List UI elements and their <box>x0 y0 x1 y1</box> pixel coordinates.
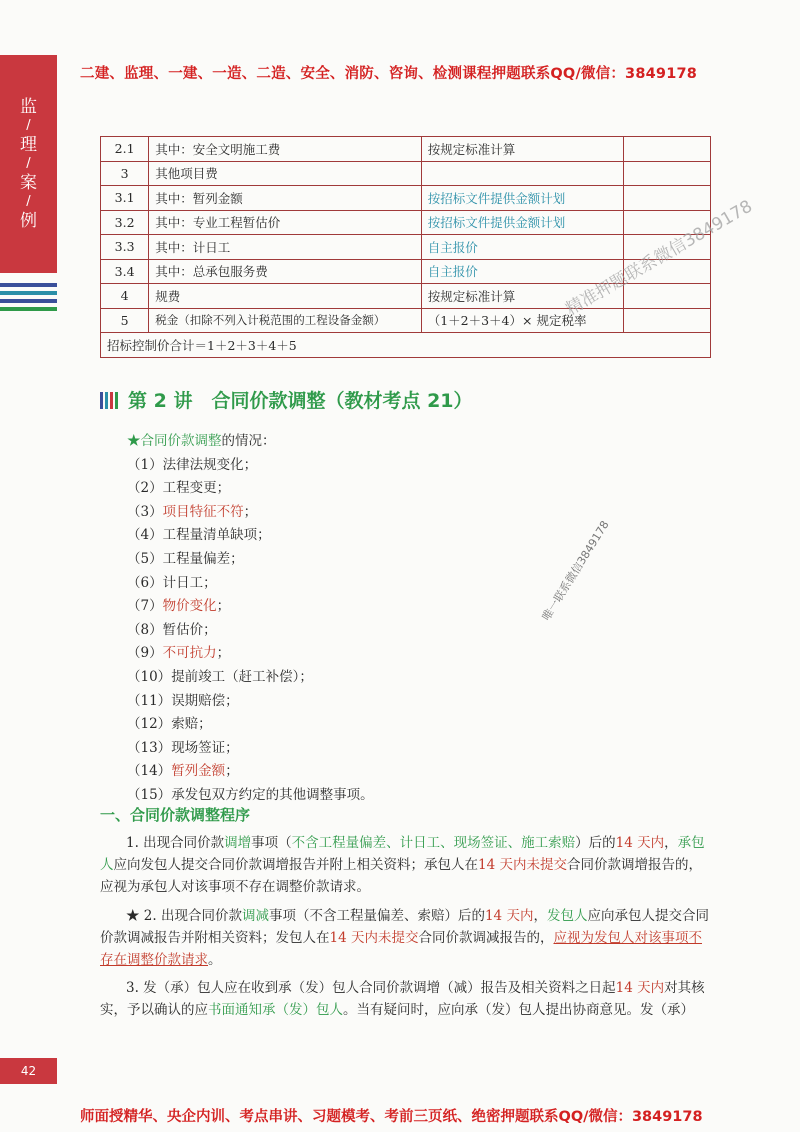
watermark: 精准押题联系微信3849178 <box>562 196 756 320</box>
table-cell: 2.1 <box>101 137 149 162</box>
table-cell <box>421 161 623 186</box>
item-text: 计日工； <box>162 574 217 591</box>
list-item <box>127 477 374 501</box>
text-run: 应向承包人提交合同价款调减报告并附相关资料；发包人在 <box>100 908 709 946</box>
table-cell <box>623 161 710 186</box>
text-run: ， <box>664 835 678 851</box>
item-text: 承发包双方约定的其他调整事项。 <box>171 786 374 803</box>
item-number: （4） <box>127 527 163 544</box>
text-run: 。当有疑问时，应向承（发）包人提出协商意见。发（承） <box>343 1002 694 1018</box>
item-number: （6） <box>127 574 163 591</box>
tab-char: 例 <box>20 211 37 231</box>
tab-char: 监 <box>20 97 37 117</box>
table-cell: 5 <box>101 308 149 333</box>
table-cell: 按招标文件提供金额计划 <box>421 210 623 235</box>
item-text: 暂估价； <box>162 621 217 638</box>
item-text: ； <box>216 598 231 615</box>
table-cell: 自主报价 <box>421 259 623 284</box>
heading-bars-icon <box>100 390 120 409</box>
item-text: 工程量清单缺项； <box>162 527 271 544</box>
table-cell: 其中：专业工程暂估价 <box>149 210 422 235</box>
table-row <box>101 308 711 333</box>
table-cell: 4 <box>101 284 149 309</box>
table-cell <box>623 186 710 211</box>
list-item <box>127 524 374 548</box>
highlight-run: 发包人 <box>546 908 588 924</box>
item-number: （9） <box>127 645 163 662</box>
procedure-heading: 一、合同价款调整程序 <box>100 806 251 824</box>
tab-char: 案 <box>20 173 37 193</box>
paragraph-2 <box>100 905 710 971</box>
paragraph-1 <box>100 832 710 898</box>
item-highlight: 不可抗力 <box>162 645 217 662</box>
item-highlight: 项目特征不符 <box>162 503 244 520</box>
text-run: 合同价款调增报告的，应视为承包人对该事项不存在调整价款请求。 <box>100 857 702 895</box>
table-cell: 3.3 <box>101 235 149 260</box>
item-number: （10） <box>127 668 172 685</box>
lecture-title: 第 2 讲 合同价款调整（教材考点 21） <box>128 390 473 412</box>
item-number: （12） <box>127 716 172 733</box>
item-text: 索赔； <box>171 716 212 733</box>
text-run: ， <box>533 908 547 924</box>
item-text: 工程变更； <box>162 480 231 497</box>
list-intro <box>127 430 374 454</box>
intro-text: 的情况： <box>221 433 276 449</box>
highlight-run: 承包人 <box>100 835 705 873</box>
item-text: ； <box>225 763 239 780</box>
text-run: 。 <box>208 952 222 968</box>
table-row <box>101 235 711 260</box>
list-item <box>127 548 374 572</box>
bottom-banner: 师面授精华、央企内训、考点串讲、习题模考、考前三页纸、绝密押题联系QQ/微信：3849178 <box>80 1109 703 1125</box>
list-item <box>127 690 374 714</box>
highlight-run: 14 天内 <box>484 908 534 924</box>
stripe <box>0 291 57 295</box>
text-run: 应向发包人提交合同价款调增报告并附上相关资料；承包人在 <box>113 857 478 873</box>
text-run: 1. 出现合同价款 <box>126 835 225 851</box>
list-item <box>127 501 374 525</box>
table-cell: 自主报价 <box>421 235 623 260</box>
tab-separator: / <box>26 156 31 171</box>
paragraph-3 <box>100 977 710 1021</box>
text-run: 事项（不含工程量偏差、索赔）后的 <box>268 908 485 924</box>
item-number: （11） <box>127 692 172 709</box>
table-cell: 3.1 <box>101 186 149 211</box>
item-text: 工程量偏差； <box>162 550 244 567</box>
tab-separator: / <box>26 194 31 209</box>
stripe <box>0 299 57 303</box>
list-item <box>127 737 374 761</box>
item-number: （8） <box>127 621 163 638</box>
item-number: （2） <box>127 480 163 497</box>
table-cell: 其他项目费 <box>149 161 422 186</box>
decorative-stripes <box>0 283 57 315</box>
highlight-run: 不含工程量偏差、计日工、现场签证、施工索赔 <box>291 835 576 851</box>
item-number: （3） <box>127 503 163 520</box>
page-number: 42 <box>0 1058 57 1084</box>
highlight-run: 应视为发包人对该事项不存在调整价款请求 <box>100 930 702 968</box>
table-cell: 按招标文件提供金额计划 <box>421 186 623 211</box>
list-item <box>127 713 374 737</box>
table-row <box>101 210 711 235</box>
top-banner: 二建、监理、一建、一造、二造、安全、消防、咨询、检测课程押题联系QQ/微信：3849178 <box>80 66 698 82</box>
item-number: （15） <box>127 786 172 803</box>
highlight-run: 调减 <box>241 908 269 924</box>
stripe <box>0 283 57 287</box>
list-item <box>127 572 374 596</box>
highlight-run: 书面通知承（发）包人 <box>208 1002 343 1018</box>
list-item <box>127 619 374 643</box>
list-item <box>127 666 374 690</box>
table-cell: 按规定标准计算 <box>421 137 623 162</box>
list-item <box>127 642 374 666</box>
table-cell: 按规定标准计算 <box>421 284 623 309</box>
table-cell: 税金（扣除不列入计税范围的工程设备金额） <box>149 308 422 333</box>
item-number: （13） <box>127 739 172 756</box>
table-cell: 3.4 <box>101 259 149 284</box>
item-text: 现场签证； <box>171 739 239 756</box>
table-cell: 其中：安全文明施工费 <box>149 137 422 162</box>
item-number: （1） <box>127 456 163 473</box>
table-row <box>101 186 711 211</box>
highlight-run: 14 天内 <box>615 835 665 851</box>
item-text: 误期赔偿； <box>171 692 239 709</box>
item-text: 法律法规变化； <box>162 456 258 473</box>
list-item <box>127 454 374 478</box>
table-row <box>101 137 711 162</box>
intro-highlight: 合同价款调整 <box>140 433 222 449</box>
text-run: 3. 发（承）包人应在收到承（发）包人合同价款调增（减）报告及相关资料之日起 <box>126 980 616 996</box>
star-icon: ★ <box>127 433 141 449</box>
list-item <box>127 760 374 784</box>
table-cell <box>623 284 710 309</box>
table-cell: 其中：暂列金额 <box>149 186 422 211</box>
item-text: ； <box>216 645 231 662</box>
stripe <box>0 307 57 311</box>
table-cell: 3.2 <box>101 210 149 235</box>
text-run: ）后的 <box>575 835 616 851</box>
watermark: 唯一联系微信3849178 <box>539 518 612 623</box>
highlight-run: 14 天内未提交 <box>478 857 567 873</box>
table-cell: 3 <box>101 161 149 186</box>
adjustment-list <box>127 430 374 808</box>
table-cell: （1＋2＋3＋4）× 规定税率 <box>421 308 623 333</box>
tab-separator: / <box>26 118 31 133</box>
highlight-run: 14 天内未提交 <box>329 930 419 946</box>
text-run: 对其核实，予以确认的应 <box>100 980 705 1018</box>
table-cell <box>623 308 710 333</box>
table-total-row <box>101 333 711 358</box>
item-number: （14） <box>127 763 172 780</box>
lecture-heading <box>100 386 473 413</box>
text-run: 事项（ <box>251 835 292 851</box>
table-row <box>101 161 711 186</box>
cost-table <box>100 136 711 358</box>
table-cell: 其中：总承包服务费 <box>149 259 422 284</box>
item-text: ； <box>243 503 258 520</box>
highlight-run: 14 天内 <box>615 980 665 996</box>
highlight-run: 调增 <box>224 835 252 851</box>
item-text: 提前竣工（赶工补偿）； <box>171 668 313 685</box>
section-tab-label <box>0 95 57 233</box>
item-number: （7） <box>127 598 163 615</box>
item-number: （5） <box>127 550 163 567</box>
table-cell <box>623 137 710 162</box>
item-highlight: 物价变化 <box>162 598 217 615</box>
table-cell: 其中：计日工 <box>149 235 422 260</box>
table-cell: 规费 <box>149 284 422 309</box>
text-run: 合同价款调减报告的， <box>418 930 554 946</box>
list-item <box>127 595 374 619</box>
text-run: ★ 2. 出现合同价款 <box>126 908 242 924</box>
table-total-cell: 招标控制价合计＝1＋2＋3＋4＋5 <box>101 333 711 358</box>
item-highlight: 暂列金额 <box>171 763 226 780</box>
tab-char: 理 <box>20 135 37 155</box>
